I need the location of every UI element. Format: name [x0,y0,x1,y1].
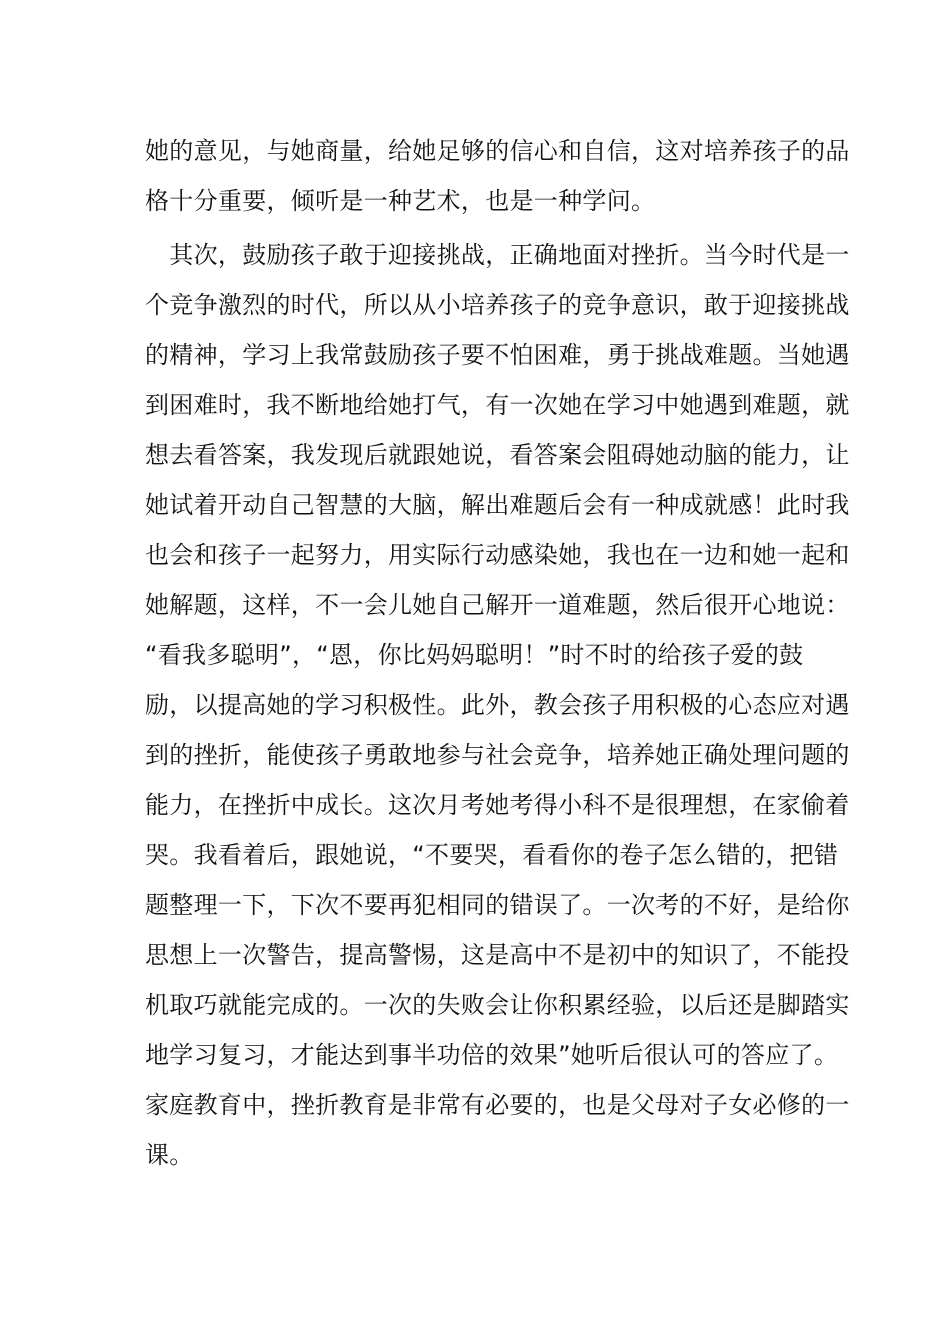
text-line: 课。 [145,1141,194,1169]
text-line: 个竞争激烈的时代，所以从小培养孩子的竞争意识，敢于迎接挑战 [145,291,850,319]
text-line: 想去看答案，我发现后就跟她说，看答案会阻碍她动脑的能力，让 [145,441,850,469]
text-line: 格十分重要，倾听是一种艺术，也是一种学问。 [145,187,656,215]
text-line: 地学习复习，才能达到事半功倍的效果”她听后很认可的答应了。 [145,1041,839,1069]
text-line: 家庭教育中，挫折教育是非常有必要的，也是父母对子女必修的一 [145,1091,850,1119]
text-line: 她的意见，与她商量，给她足够的信心和自信，这对培养孩子的品 [145,137,850,165]
text-line: 励，以提高她的学习积极性。此外，教会孩子用积极的心态应对遇 [145,691,850,719]
text-line: 题整理一下，下次不要再犯相同的错误了。一次考的不好，是给你 [145,891,850,919]
text-line: 她试着开动自己智慧的大脑，解出难题后会有一种成就感！此时我 [145,491,850,519]
text-line: 也会和孩子一起努力，用实际行动感染她，我也在一边和她一起和 [145,541,850,569]
text-line: 其次，鼓励孩子敢于迎接挑战，正确地面对挫折。当今时代是一 [145,241,850,269]
text-line: “看我多聪明”，“恩，你比妈妈聪明！”时不时的给孩子爱的鼓 [145,641,804,669]
text-line: 机取巧就能完成的。一次的失败会让你积累经验，以后还是脚踏实 [145,991,850,1019]
text-line: 能力，在挫折中成长。这次月考她考得小科不是很理想，在家偷着 [145,791,850,819]
text-line: 哭。我看着后，跟她说，“不要哭，看看你的卷子怎么错的，把错 [145,841,839,869]
text-line: 到的挫折，能使孩子勇敢地参与社会竞争，培养她正确处理问题的 [145,741,850,769]
text-line: 的精神，学习上我常鼓励孩子要不怕困难，勇于挑战难题。当她遇 [145,341,850,369]
text-line: 到困难时，我不断地给她打气，有一次她在学习中她遇到难题，就 [145,391,850,419]
text-line: 思想上一次警告，提高警惕，这是高中不是初中的知识了，不能投 [145,941,850,969]
text-line: 她解题，这样，不一会儿她自己解开一道难题，然后很开心地说： [145,591,850,619]
